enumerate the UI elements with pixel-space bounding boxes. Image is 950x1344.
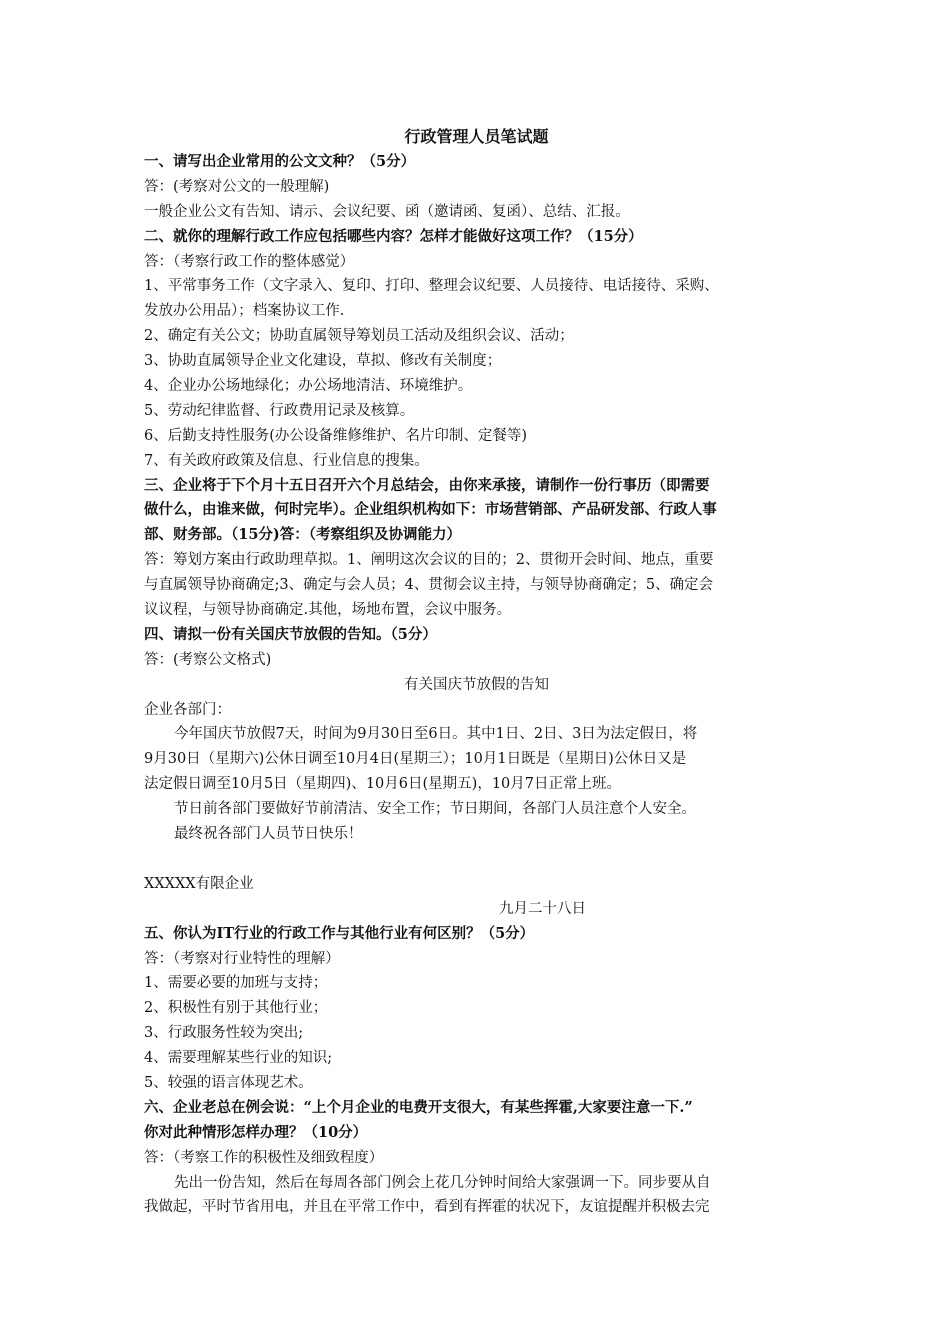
question-line: 你对此种情形怎样办理？（10分）	[144, 1123, 368, 1141]
question-line: 部、财务部。（15分)答：（考察组织及协调能力）	[144, 526, 462, 544]
answer-line: 4、企业办公场地绿化；办公场地清洁、环境维护。	[144, 378, 473, 395]
answer-line: 4、需要理解某些行业的知识;	[144, 1050, 333, 1067]
document-body	[144, 150, 809, 1220]
answer-line: 3、行政服务性较为突出;	[144, 1025, 304, 1042]
answer-line: XXXXX有限企业	[144, 875, 254, 892]
question-line: 六、企业老总在例会说：“上个月企业的电费开支很大，有某些挥霍,大家要注意一下.”	[144, 1098, 693, 1116]
answer-line: 一般企业公文有告知、请示、会议纪要、函（邀请函、复函）、总结、汇报。	[144, 203, 630, 220]
answer-line: 答：（考察工作的积极性及细致程度）	[144, 1149, 384, 1166]
answer-line: 9月30日（星期六)公休日调至10月4日(星期三）；10月1日既是（星期日)公休日又是	[144, 751, 687, 768]
question-line: 五、你认为IT行业的行政工作与其他行业有何区别？（5分）	[144, 924, 535, 942]
question-line: 做什么，由谁来做，何时完毕）。企业组织机构如下：市场营销部、产品研发部、行政人事	[144, 501, 717, 519]
answer-line: 7、有关政府政策及信息、行业信息的搜集。	[144, 452, 429, 469]
answer-line: 2、积极性有别于其他行业；	[144, 1000, 328, 1017]
answer-line: 企业各部门：	[144, 701, 231, 718]
paragraph-line: 最终祝各部门人员节日快乐！	[174, 826, 363, 843]
question-line: 一、请写出企业常用的公文文种？（5分）	[144, 153, 416, 170]
notice-date: 九月二十八日	[499, 900, 586, 917]
answer-line: 5、较强的语言体现艺术。	[144, 1074, 313, 1091]
answer-line: 3、协助直属领导企业文化建设，草拟、修改有关制度；	[144, 353, 502, 370]
answer-line: 答：筹划方案由行政助理草拟。1、阐明这次会议的目的；2、贯彻开会时间、地点，重要	[144, 552, 714, 569]
document-title: 行政管理人员笔试题	[404, 127, 549, 146]
answer-line: 法定假日调至10月5日（星期四)、10月6日(星期五)，10月7日正常上班。	[144, 776, 621, 793]
answer-line: 答：(考察对公文的一般理解)	[144, 178, 330, 195]
answer-line: 答：(考察公文格式)	[144, 651, 272, 668]
paragraph-line: 节日前各部门要做好节前清洁、安全工作；节日期间，各部门人员注意个人安全。	[174, 801, 696, 818]
question-line: 三、企业将于下个月十五日召开六个月总结会，由你来承接，请制作一份行事历（即需要	[144, 476, 710, 494]
question-line: 二、就你的理解行政工作应包括哪些内容？怎样才能做好这项工作？（15分）	[144, 227, 643, 245]
answer-line: 5、劳动纪律监督、行政费用记录及核算。	[144, 402, 415, 419]
blank-line	[144, 847, 809, 872]
document-page	[144, 124, 809, 1220]
answer-line: 2、确定有关公文；协助直属领导筹划员工活动及组织会议、活动；	[144, 328, 574, 345]
answer-line: 6、后勤支持性服务(办公设备维修维护、名片印制、定餐等)	[144, 427, 528, 444]
answer-line: 我做起，平时节省用电，并且在平常工作中，看到有挥霍的状况下，友谊提醒并积极去完	[144, 1199, 710, 1216]
answer-line: 1、需要必要的加班与支持；	[144, 975, 328, 992]
answer-line: 议议程，与领导协商确定.其他，场地布置，会议中服务。	[144, 602, 512, 619]
question-line: 四、请拟一份有关国庆节放假的告知。（5分）	[144, 625, 437, 643]
answer-line: 发放办公用品）；档案协议工作.	[144, 303, 345, 320]
notice-title: 有关国庆节放假的告知	[404, 676, 549, 693]
paragraph-line: 先出一份告知，然后在每周各部门例会上花几分钟时间给大家强调一下。同步要从自	[174, 1174, 711, 1191]
answer-line: 1、平常事务工作（文字录入、复印、打印、整理会议纪要、人员接待、电话接待、采购、	[144, 278, 719, 295]
paragraph-line: 今年国庆节放假7天，时间为9月30日至6日。其中1日、2日、3日为法定假日，将	[174, 726, 698, 743]
answer-line: 答：（考察行政工作的整体感觉）	[144, 253, 355, 270]
answer-line: 答：（考察对行业特性的理解）	[144, 950, 340, 967]
answer-line: 与直属领导协商确定;3、确定与会人员；4、贯彻会议主持，与领导协商确定；5、确定会	[144, 577, 714, 594]
